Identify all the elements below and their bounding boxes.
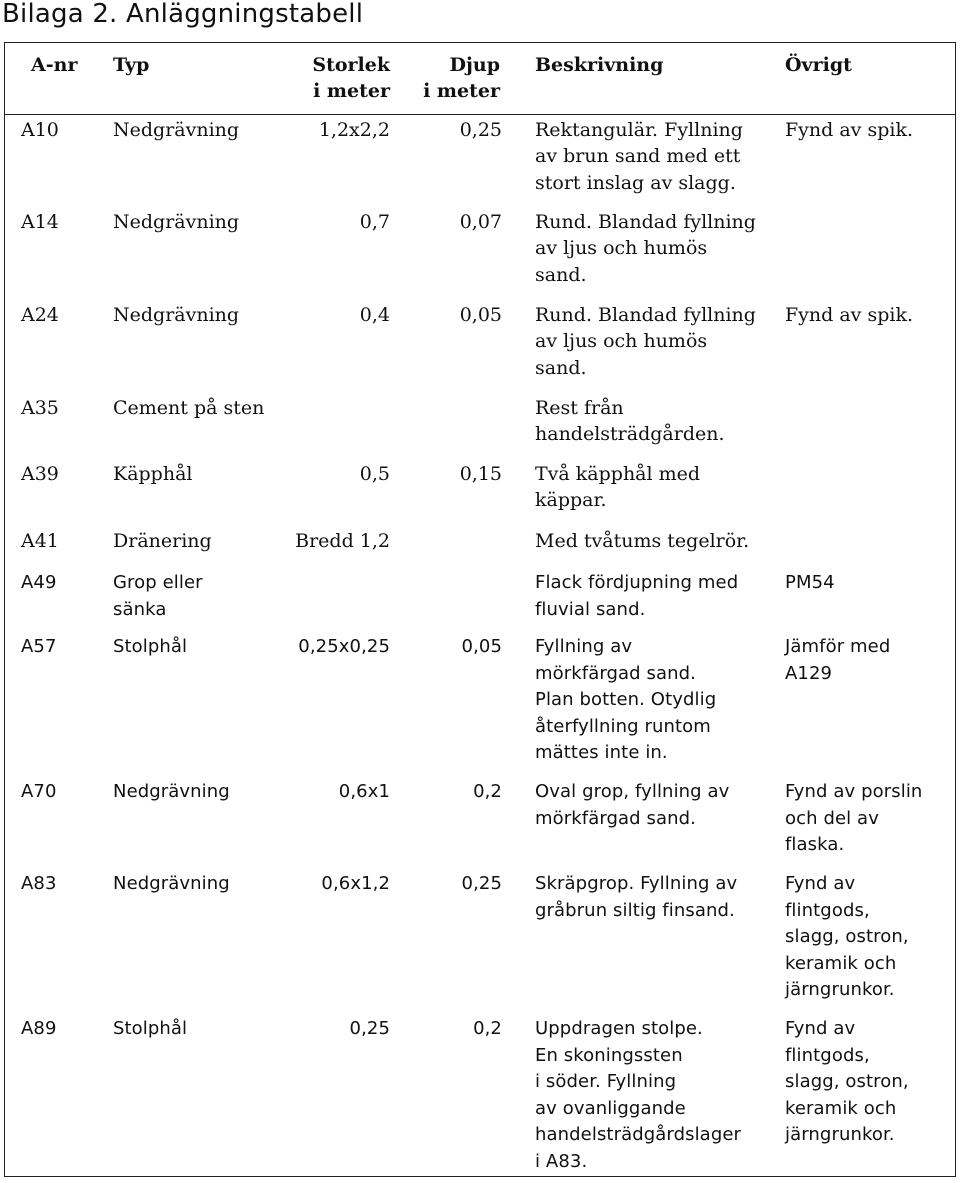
- cell-depth: 0,25: [459, 119, 502, 141]
- page-title: Bilaga 2. Anläggningstabell: [2, 0, 364, 29]
- header-nr: A-nr: [31, 54, 78, 76]
- cell-typ: Dränering: [113, 530, 212, 552]
- cell-desc: Rest från handelsträdgården.: [535, 397, 725, 446]
- cell-size: 0,25x0,25: [298, 636, 390, 657]
- cell-typ: Käpphål: [113, 463, 193, 485]
- cell-typ: Nedgrävning: [113, 119, 240, 141]
- cell-nr: A10: [21, 119, 59, 141]
- cell-nr: A57: [21, 636, 57, 657]
- cell-size: 0,6x1: [338, 781, 390, 802]
- cell-ovrigt: Jämför med A129: [785, 636, 891, 684]
- cell-desc: Oval grop, fyllning av mörkfärgad sand.: [535, 781, 730, 829]
- cell-size: 1,2x2,2: [318, 119, 390, 141]
- cell-ovrigt: Fynd av porslin och del av flaska.: [785, 781, 923, 855]
- cell-desc: Två käpphål med käppar.: [535, 463, 701, 512]
- cell-desc: Rektangulär. Fyllning av brun sand med ett stort inslag av slagg.: [535, 119, 743, 194]
- cell-nr: A14: [21, 211, 59, 233]
- cell-nr: A49: [21, 572, 57, 593]
- cell-typ: Stolphål: [113, 636, 188, 657]
- header-typ: Typ: [113, 54, 150, 76]
- cell-depth: 0,05: [461, 636, 502, 657]
- cell-typ: Nedgrävning: [113, 211, 240, 233]
- cell-nr: A39: [21, 463, 59, 485]
- cell-desc: Skräpgrop. Fyllning av gråbrun siltig finsand.: [535, 873, 738, 921]
- cell-nr: A70: [21, 781, 57, 802]
- cell-typ: Nedgrävning: [113, 781, 230, 802]
- cell-nr: A83: [21, 873, 57, 894]
- cell-depth: 0,2: [473, 1018, 502, 1039]
- cell-desc: Rund. Blandad fyllning av ljus och humös sand.: [535, 304, 756, 379]
- cell-typ: Nedgrävning: [113, 873, 230, 894]
- cell-depth: 0,05: [459, 304, 502, 326]
- cell-size: 0,7: [359, 211, 390, 233]
- cell-depth: 0,25: [461, 873, 502, 894]
- cell-nr: A41: [21, 530, 59, 552]
- cell-desc: Uppdragen stolpe. En skoningssten i söder. Fyllning av ovanliggande handelsträdgårdslager i A83.: [535, 1018, 742, 1172]
- header-size: Storlek i meter: [312, 54, 390, 102]
- cell-size: Bredd 1,2: [295, 530, 390, 552]
- cell-desc: Rund. Blandad fyllning av ljus och humös sand.: [535, 211, 756, 286]
- cell-desc: Flack fördjupning med fluvial sand.: [535, 572, 739, 620]
- cell-size: 0,6x1,2: [321, 873, 390, 894]
- header-ovrigt: Övrigt: [785, 54, 852, 76]
- cell-ovrigt: Fynd av spik.: [785, 119, 913, 141]
- cell-typ: Cement på sten: [113, 397, 265, 419]
- cell-ovrigt: Fynd av spik.: [785, 304, 913, 326]
- cell-desc: Med tvåtums tegelrör.: [535, 530, 750, 552]
- header-desc: Beskrivning: [535, 54, 664, 76]
- cell-size: 0,4: [359, 304, 390, 326]
- cell-depth: 0,2: [473, 781, 502, 802]
- cell-depth: 0,07: [459, 211, 502, 233]
- header-depth: Djup i meter: [423, 54, 500, 102]
- cell-size: 0,25: [349, 1018, 390, 1039]
- cell-desc: Fyllning av mörkfärgad sand. Plan botten. Otydlig återfyllning runtom mättes inte in.: [535, 636, 717, 763]
- cell-nr: A35: [21, 397, 59, 419]
- cell-typ: Stolphål: [113, 1018, 188, 1039]
- cell-ovrigt: Fynd av flintgods, slagg, ostron, keramik och järngrunkor.: [785, 873, 909, 1000]
- cell-ovrigt: Fynd av flintgods, slagg, ostron, keramik och järngrunkor.: [785, 1018, 909, 1145]
- cell-depth: 0,15: [459, 463, 502, 485]
- cell-size: 0,5: [359, 463, 390, 485]
- cell-typ: Grop eller sänka: [113, 572, 203, 620]
- cell-nr: A24: [21, 304, 59, 326]
- cell-typ: Nedgrävning: [113, 304, 240, 326]
- cell-ovrigt: PM54: [785, 572, 835, 593]
- cell-nr: A89: [21, 1018, 57, 1039]
